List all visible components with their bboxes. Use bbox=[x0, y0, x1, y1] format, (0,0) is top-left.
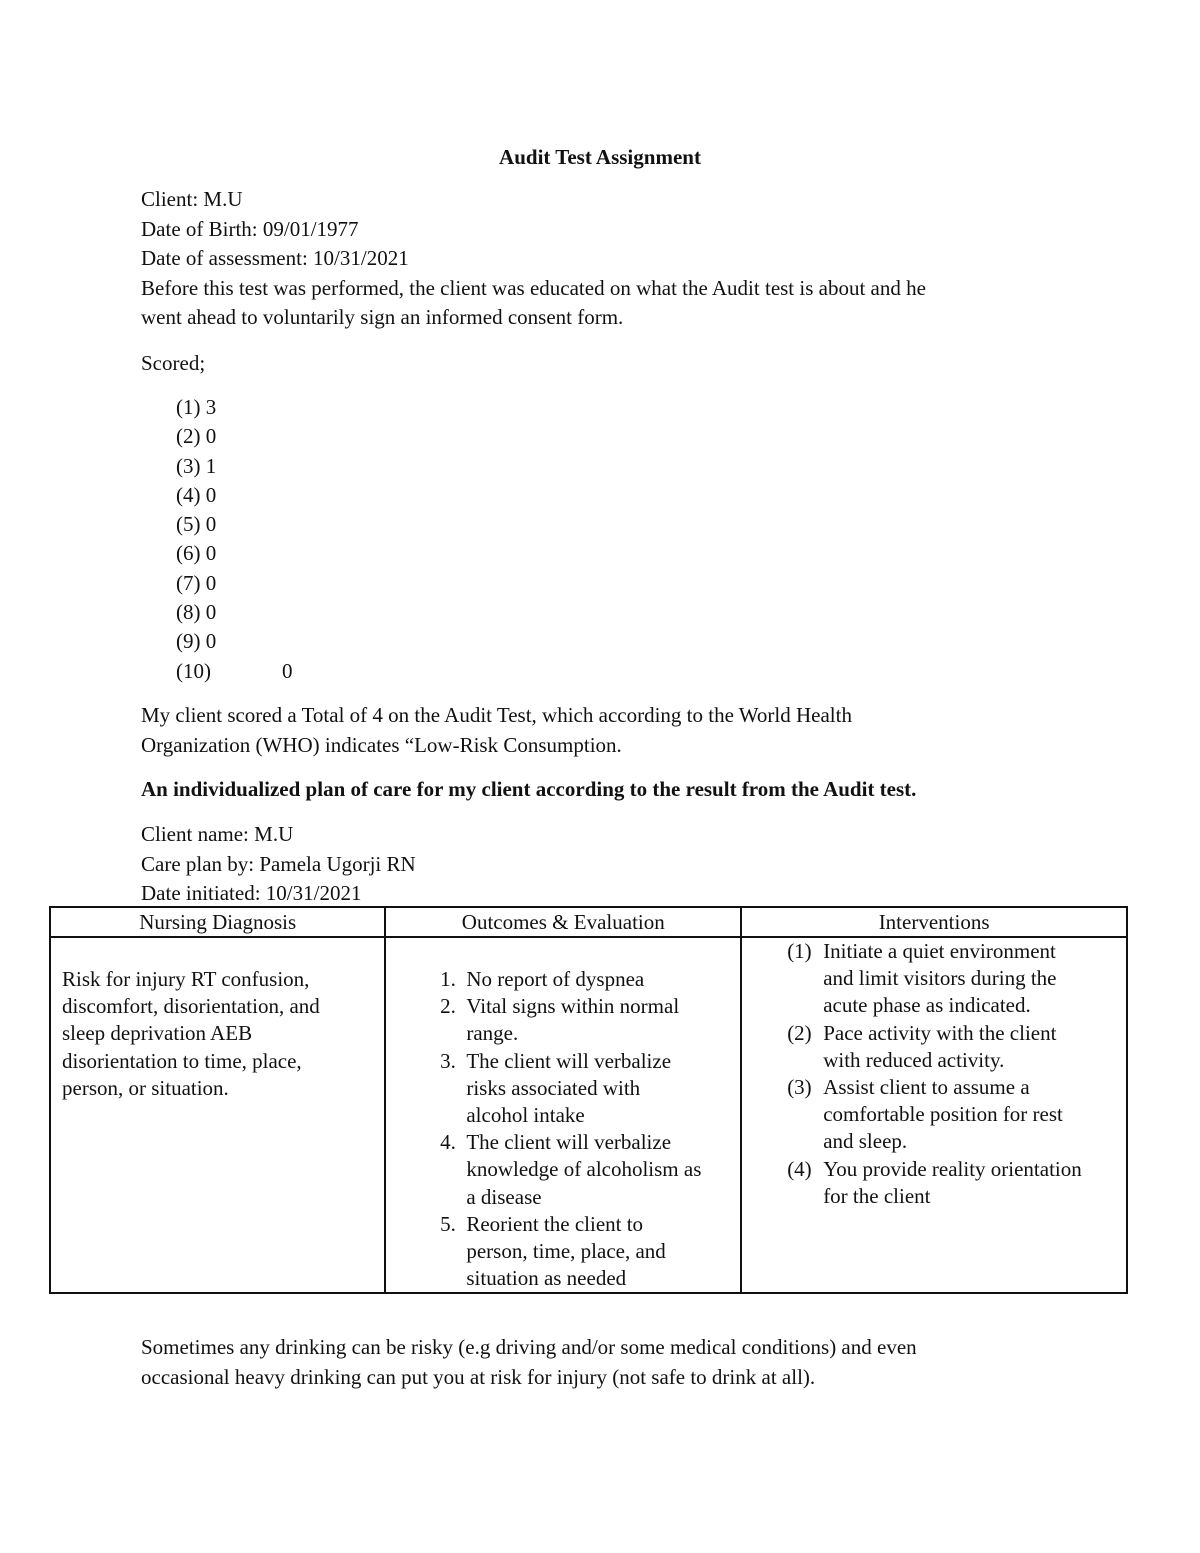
document-title: Audit Test Assignment bbox=[499, 145, 701, 169]
score-list bbox=[176, 393, 293, 686]
outcome-line: 5. Reorient the client to bbox=[466, 1211, 644, 1236]
score-value: 0 bbox=[205, 570, 217, 595]
intervention-marker: (4) bbox=[787, 1156, 812, 1181]
score-value: 0 bbox=[205, 482, 217, 507]
outcome-item bbox=[466, 1211, 740, 1293]
consent-line-2: went ahead to voluntarily sign an informed consent form. bbox=[141, 305, 624, 329]
score-number: (5) bbox=[176, 512, 201, 537]
intervention-line: for the client bbox=[823, 1183, 931, 1208]
care-plan-info bbox=[141, 820, 1041, 909]
header-interventions: Interventions bbox=[741, 907, 1127, 937]
intervention-marker: (3) bbox=[787, 1075, 812, 1100]
score-value: 0 bbox=[205, 512, 217, 537]
score-number: (7) bbox=[176, 570, 201, 595]
outcome-item bbox=[466, 966, 740, 993]
outcome-line: a disease bbox=[466, 1184, 542, 1209]
intervention-line: and limit visitors during the bbox=[823, 966, 1057, 991]
header-nursing-diagnosis: Nursing Diagnosis bbox=[50, 907, 385, 937]
header-outcomes-evaluation: Outcomes & Evaluation bbox=[385, 907, 741, 937]
outcome-line: 2. Vital signs within normal bbox=[466, 994, 680, 1019]
intervention-line: Pace activity with the client bbox=[823, 1020, 1057, 1045]
diagnosis-line: disorientation to time, place, bbox=[62, 1048, 302, 1073]
table-row bbox=[50, 937, 1127, 1293]
intervention-line: and sleep. bbox=[823, 1129, 908, 1154]
outcome-line: 4. The client will verbalize bbox=[466, 1130, 672, 1155]
score-summary bbox=[141, 701, 1041, 760]
outcome-line: alcohol intake bbox=[466, 1103, 585, 1128]
interventions-list bbox=[742, 938, 1126, 1210]
score-item bbox=[176, 510, 293, 539]
score-item bbox=[176, 393, 293, 422]
intervention-item bbox=[787, 938, 1122, 1020]
outcome-line: situation as needed bbox=[466, 1266, 627, 1291]
client-line: Client: M.U bbox=[141, 187, 243, 211]
intervention-marker: (1) bbox=[787, 939, 812, 963]
score-value: 0 bbox=[205, 424, 217, 449]
nursing-diagnosis-cell bbox=[50, 937, 385, 1293]
score-item bbox=[176, 452, 293, 481]
intervention-item bbox=[787, 1020, 1122, 1074]
score-number: (2) bbox=[176, 424, 201, 449]
score-item bbox=[176, 481, 293, 510]
intervention-line: Assist client to assume a bbox=[823, 1075, 1030, 1100]
outcome-line: person, time, place, and bbox=[466, 1239, 666, 1264]
score-value: 0 bbox=[205, 629, 217, 654]
outcome-item bbox=[466, 1129, 740, 1211]
client-info bbox=[141, 185, 1041, 333]
outcome-line: 3. The client will verbalize bbox=[466, 1048, 672, 1073]
intervention-line: Initiate a quiet environment bbox=[823, 939, 1056, 963]
score-item bbox=[176, 422, 293, 451]
outcome-line: 1. No report of dyspnea bbox=[466, 967, 645, 991]
diagnosis-line: Risk for injury RT confusion, bbox=[62, 967, 310, 991]
assessment-date-line: Date of assessment: 10/31/2021 bbox=[141, 246, 409, 270]
score-number: (4) bbox=[176, 482, 201, 507]
diagnosis-line: person, or situation. bbox=[62, 1075, 229, 1100]
score-number: (3) bbox=[176, 453, 201, 478]
outcome-item bbox=[466, 1048, 740, 1130]
intervention-line: with reduced activity. bbox=[823, 1047, 1005, 1072]
score-value: 1 bbox=[205, 453, 217, 478]
outcome-line: knowledge of alcoholism as bbox=[466, 1157, 702, 1182]
consent-line-1: Before this test was performed, the client was educated on what the Audit test is about and he bbox=[141, 275, 926, 300]
client-name-line: Client name: M.U bbox=[141, 822, 294, 846]
intervention-line: You provide reality orientation bbox=[823, 1156, 1082, 1181]
intervention-item bbox=[787, 1156, 1122, 1210]
outcome-item bbox=[466, 993, 740, 1047]
score-number: (1) bbox=[176, 395, 201, 419]
care-plan-by-line: Care plan by: Pamela Ugorji RN bbox=[141, 851, 416, 876]
closing-line-1: Sometimes any drinking can be risky (e.g driving and/or some medical conditions) and even bbox=[141, 1335, 917, 1359]
outcomes-cell bbox=[385, 937, 741, 1293]
intervention-line: acute phase as indicated. bbox=[823, 993, 1031, 1018]
dob-line: Date of Birth: 09/01/1977 bbox=[141, 216, 359, 241]
score-value: 0 bbox=[205, 600, 217, 625]
diagnosis-line: discomfort, disorientation, and bbox=[62, 994, 320, 1019]
outcome-line: risks associated with bbox=[466, 1075, 641, 1100]
diagnosis-line: sleep deprivation AEB bbox=[62, 1021, 253, 1046]
care-plan-table bbox=[49, 906, 1128, 1294]
score-item bbox=[176, 569, 293, 598]
score-item bbox=[176, 539, 293, 568]
score-number: (10) bbox=[176, 658, 211, 683]
score-item bbox=[176, 627, 293, 656]
score-value: 3 bbox=[205, 395, 217, 419]
table-header-row bbox=[50, 907, 1127, 937]
summary-line-1: My client scored a Total of 4 on the Audit Test, which according to the World Health bbox=[141, 703, 852, 727]
score-value: 0 bbox=[205, 541, 217, 566]
intervention-line: comfortable position for rest bbox=[823, 1102, 1063, 1127]
interventions-cell bbox=[741, 937, 1127, 1293]
closing-paragraph bbox=[141, 1333, 1041, 1392]
outcomes-list bbox=[386, 966, 740, 1292]
date-initiated-line: Date initiated: 10/31/2021 bbox=[141, 881, 362, 905]
outcome-line: range. bbox=[466, 1021, 519, 1046]
score-value: 0 bbox=[282, 658, 293, 683]
intervention-item bbox=[787, 1074, 1122, 1156]
score-number: (8) bbox=[176, 600, 201, 625]
summary-line-2: Organization (WHO) indicates “Low-Risk Consumption. bbox=[141, 732, 622, 757]
intervention-marker: (2) bbox=[787, 1020, 812, 1045]
closing-line-2: occasional heavy drinking can put you at risk for injury (not safe to drink at all). bbox=[141, 1364, 816, 1389]
scored-label: Scored; bbox=[141, 351, 206, 375]
care-plan-heading: An individualized plan of care for my client according to the result from the Audit test. bbox=[141, 777, 917, 801]
score-item bbox=[176, 598, 293, 627]
score-number: (9) bbox=[176, 629, 201, 654]
score-item bbox=[176, 657, 293, 686]
score-number: (6) bbox=[176, 541, 201, 566]
